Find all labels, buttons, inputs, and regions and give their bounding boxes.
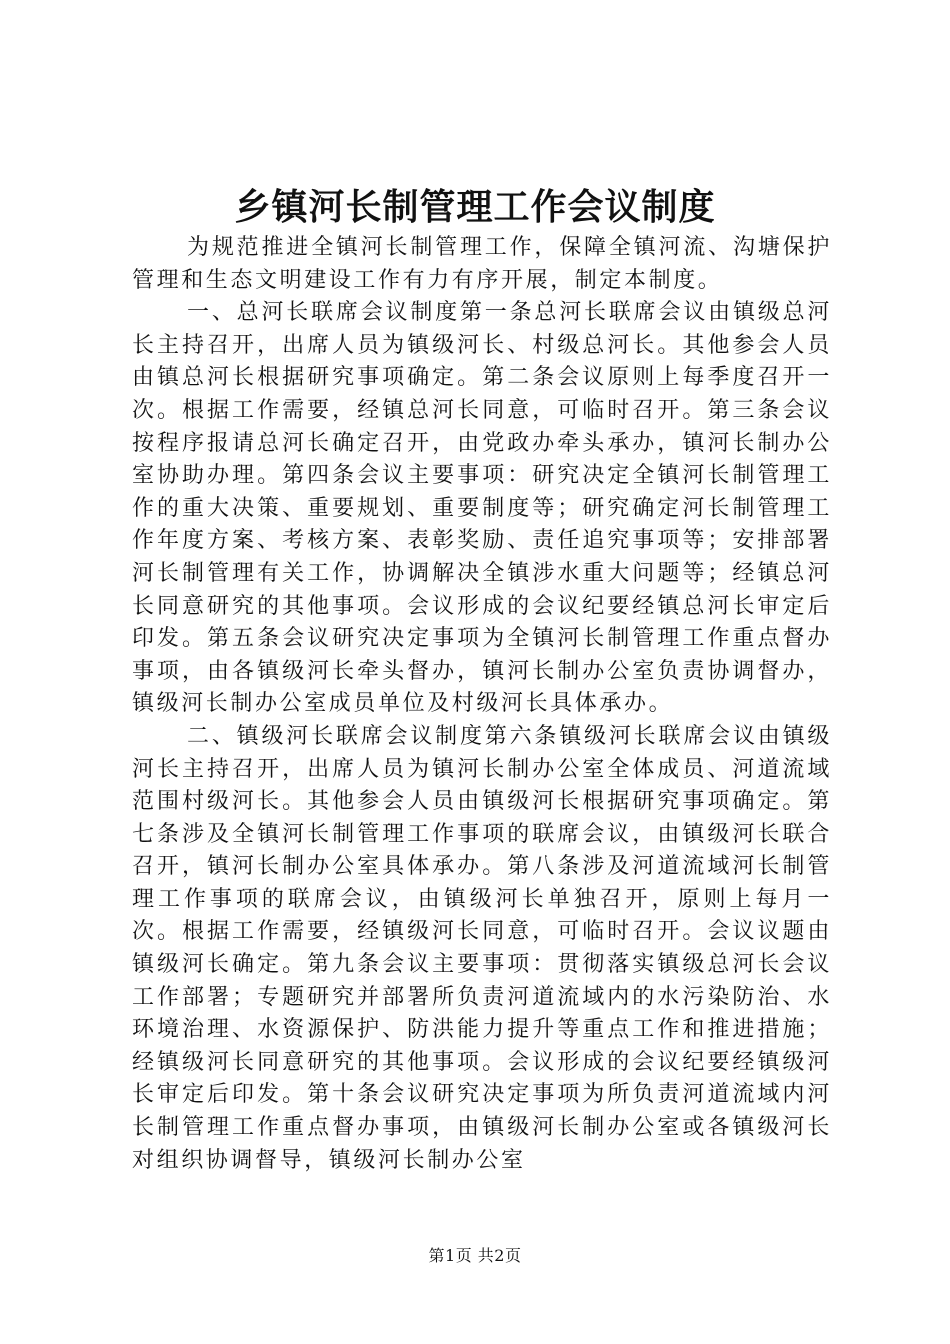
paragraph-section-1: 一、总河长联席会议制度第一条总河长联席会议由镇级总河长主持召开，出席人员为镇级河长、村级总河长。其他参会人员由镇总河长根据研究事项确定。第二条会议原则上每季度召开一次。根据工作需要，经镇总河长同意，可临时召开。第三条会议按程序报请总河长确定召开，由党政办牵头承办，镇河长制办公室协助办理。第四条会议主要事项：研究决定全镇河长制管理工作的重大决策、重要规划、重要制度等；研究确定河长制管理工作年度方案、考核方案、表彰奖励、责任追究事项等；安排部署河长制管理有关工作，协调解决全镇涉水重大问题等；经镇总河长同意研究的其他事项。会议形成的会议纪要经镇总河长审定后印发。第五条会议研究决定事项为全镇河长制管理工作重点督办事项，由各镇级河长牵头督办，镇河长制办公室负责协调督办，镇级河长制办公室成员单位及村级河长具体承办。 (132, 300, 832, 717)
page-footer: 第1页 共2页 (428, 1246, 522, 1265)
paragraph-section-2: 二、镇级河长联席会议制度第六条镇级河长联席会议由镇级河长主持召开，出席人员为镇河长制办公室全体成员、河道流域范围村级河长。其他参会人员由镇级河长根据研究事项确定。第七条涉及全镇河长制管理工作事项的联席会议，由镇级河长联合召开，镇河长制办公室具体承办。第八条涉及河道流域河长制管理工作事项的联席会议，由镇级河长单独召开，原则上每月一次。根据工作需要，经镇级河长同意，可临时召开。会议议题由镇级河长确定。第九条会议主要事项：贯彻落实镇级总河长会议工作部署；专题研究并部署所负责河道流域内的水污染防治、水环境治理、水资源保护、防洪能力提升等重点工作和推进措施；经镇级河长同意研究的其他事项。会议形成的会议纪要经镇级河长审定后印发。第十条会议研究决定事项为所负责河道流域内河长制管理工作重点督办事项，由镇级河长制办公室或各镇级河长对组织协调督导，镇级河长制办公室 (132, 723, 832, 1173)
document-title: 乡镇河长制管理工作会议制度 (234, 186, 716, 228)
paragraph-intro: 为规范推进全镇河长制管理工作，保障全镇河流、沟塘保护管理和生态文明建设工作有力有序开展，制定本制度。 (132, 235, 832, 293)
document-body (132, 232, 832, 1177)
